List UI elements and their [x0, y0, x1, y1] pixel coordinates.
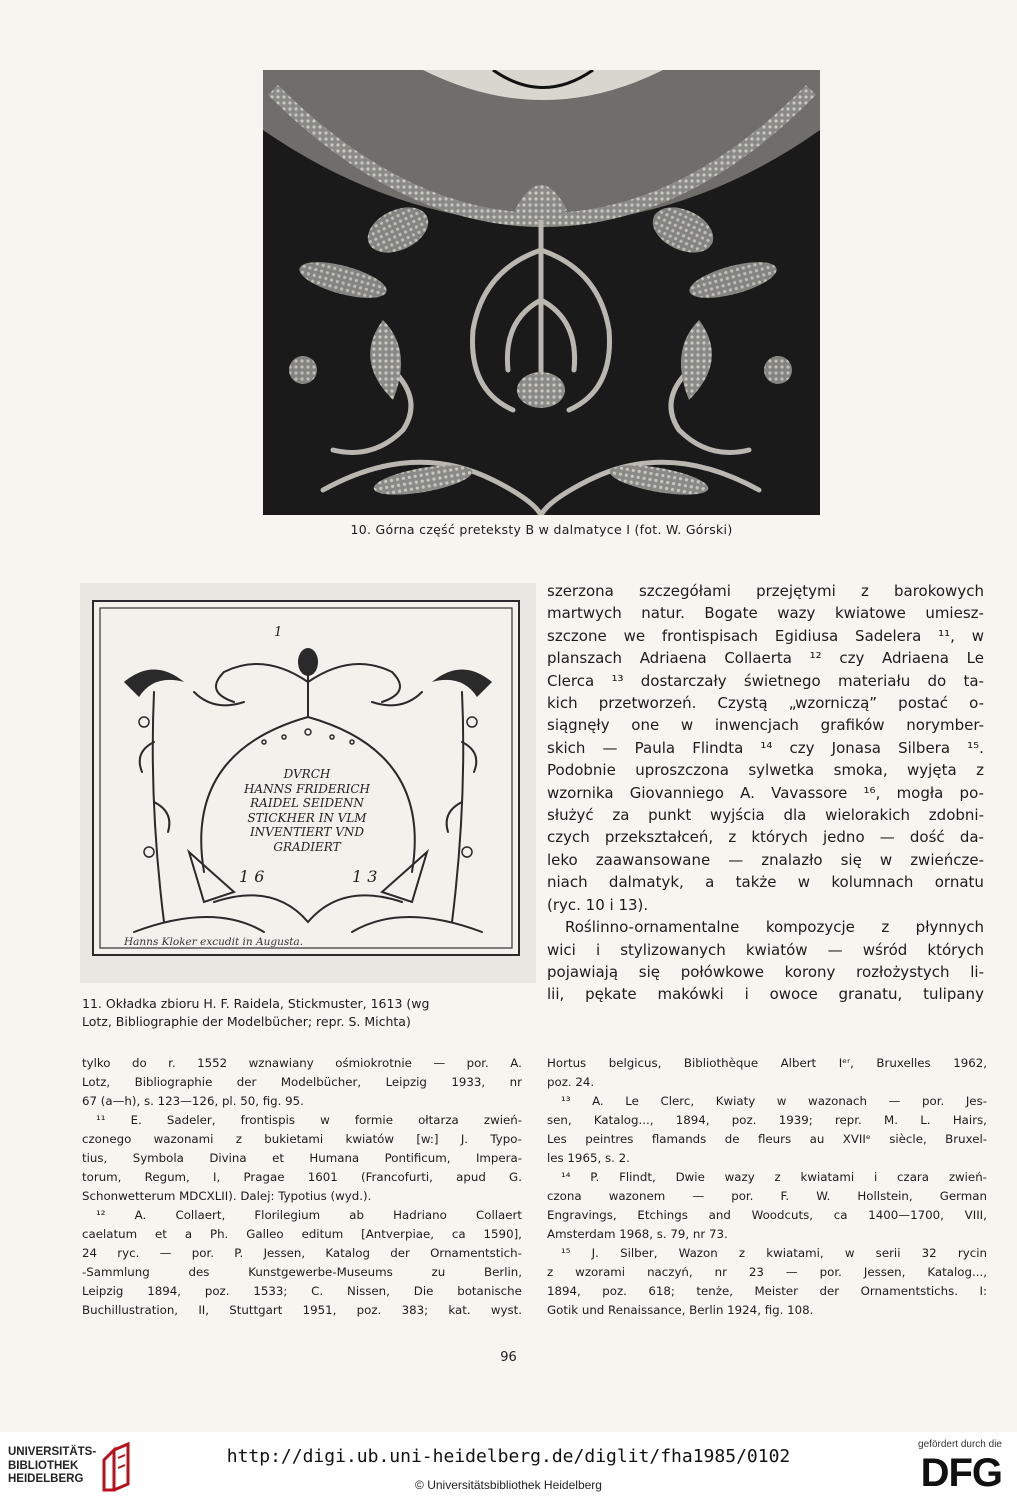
text-line: szerzona szczegółami przejętymi z barokowych: [547, 582, 984, 600]
sponsor-tagline: gefördert durch die: [918, 1439, 1002, 1450]
footnote-line: czonego wazonami z bukietami kwiatów [w:] J. Typo-: [82, 1132, 522, 1146]
copyright-notice: © Universitätsbibliothek Heidelberg: [415, 1478, 602, 1492]
footnote-line: Schonwetterum MDCXLII). Dalej: Typotius (wyd.).: [82, 1189, 372, 1203]
footnote-line: 1894, poz. 618; tenże, Meister der Ornamentstichs. I:: [547, 1284, 987, 1298]
text-line: lii, pękate makówki i owoce granatu, tulipany: [547, 985, 984, 1004]
footnote-line: sen, Katalog..., 1894, poz. 1939; repr. M. L. Hairs,: [547, 1113, 987, 1127]
footnote-line: Lotz, Bibliographie der Modelbücher, Leipzig 1933, nr: [82, 1075, 522, 1089]
text-line: Roślinno-ornamentalne kompozycje z płynnych: [565, 918, 984, 937]
text-line: szczone we frontispisach Egidiusa Sadelera ¹¹, w: [547, 626, 984, 645]
footnote-line: ¹¹ E. Sadeler, frontispis w formie ołtarza zwień-: [96, 1113, 522, 1127]
text-line: martwych natur. Bogate wazy kwiatowe umiesz-: [547, 604, 984, 623]
title-line: RAIDEL SEIDENN: [250, 796, 364, 810]
title-line: DVRCH: [283, 767, 331, 781]
embroidery-ornament-image: [263, 70, 820, 515]
title-line: INVENTIERT VND: [249, 825, 365, 839]
footnote-line: -Sammlung des Kunstgewerbe-Museums zu Berlin,: [82, 1265, 522, 1279]
text-line: wici i stylizowanych kwiatów — wśród których: [547, 940, 984, 959]
title-line: HANNS FRIDERICH: [243, 781, 371, 796]
footnote-line: Engravings, Etchings and Woodcuts, ca 1400—1700, VIII,: [547, 1208, 987, 1222]
footnote-line: tius, Symbola Divina et Humana Pontificum, Impera-: [82, 1151, 522, 1165]
footnote-line: ¹³ A. Le Clerc, Kwiaty w wazonach — por. Jes-: [561, 1094, 987, 1108]
text-line: siągnęły one w inwencjach grafików norymber-: [547, 716, 984, 735]
text-line: leko zaawansowane — znalazło się w zwieńcze-: [547, 850, 984, 869]
title-line: GRADIERT: [273, 839, 341, 854]
footnote-line: poz. 24.: [547, 1075, 595, 1089]
page-number: 96: [500, 1350, 517, 1365]
figure-11-caption: [82, 995, 532, 1031]
engraving-title-block: [212, 767, 402, 854]
figure-11-engraving: [92, 600, 520, 956]
text-line: kich przetworzeń. Czystą „wzorniczą” postać o-: [547, 694, 984, 713]
footnote-line: les 1965, s. 2.: [547, 1151, 630, 1165]
dfg-logo: DFG: [920, 1451, 1002, 1495]
top-mark: 1: [274, 625, 283, 640]
text-line: skich — Paula Flindta ¹⁴ czy Jonasa Silbera ¹⁵.: [547, 738, 984, 757]
footnote-line: Gotik und Renaissance, Berlin 1924, fig. 108.: [547, 1303, 814, 1317]
footnotes-left-column: [82, 1054, 522, 1320]
figure-10-caption: 10. Górna część preteksty B w dalmatyce I (fot. W. Górski): [350, 522, 733, 537]
footnote-line: ¹⁵ J. Silber, Wazon z kwiatami, w serii 32 rycin: [561, 1246, 987, 1260]
year-right: 1 3: [352, 867, 378, 886]
footnote-line: Leipzig 1894, poz. 1533; C. Nissen, Die botanische: [82, 1284, 522, 1298]
text-line: Podobnie uproszczona sylwetka smoka, wyjęta z: [547, 761, 984, 780]
text-line: pojawiają się połówkowe korony rozłożystych li-: [547, 962, 984, 981]
library-name-line: UNIVERSITÄTS-: [8, 1446, 97, 1458]
footnote-line: torum, Regum, I, Pragae 1601 (Francofurti, apud G.: [82, 1170, 522, 1184]
figure-10-photo: [263, 70, 820, 515]
footnote-line: Hortus belgicus, Bibliothèque Albert Iᵉʳ, Bruxelles 1962,: [547, 1056, 987, 1070]
text-line: Clerca ¹³ dostarczały świetnego materiału do ta-: [547, 671, 984, 690]
footnote-line: 24 ryc. — por. P. Jessen, Katalog der Ornamentstich-: [82, 1246, 522, 1260]
permalink-url[interactable]: http://digi.ub.uni-heidelberg.de/diglit/fha1985/0102: [226, 1446, 791, 1467]
engraver-signature: Hanns Kloker excudit in Augusta.: [124, 936, 304, 948]
footnote-line: Buchillustration, II, Stuttgart 1951, poz. 383; kat. wyst.: [82, 1303, 522, 1317]
caption-line: 11. Okładka zbioru H. F. Raidela, Stickmuster, 1613 (wg: [82, 996, 430, 1011]
library-name-line: HEIDELBERG: [8, 1473, 84, 1485]
footnote-line: ¹² A. Collaert, Florilegium ab Hadriano Collaert: [96, 1208, 522, 1222]
footnote-line: caelatum et a Ph. Galleo editum [Antverpiae, ca 1590],: [82, 1227, 522, 1241]
text-line: służyć za punkt wyjścia dla wielorakich zdobni-: [547, 806, 984, 825]
footer-bar: [0, 1432, 1017, 1505]
body-text-column: [547, 580, 984, 1006]
text-line: czych przekształceń, z których jedno — dość da-: [547, 828, 984, 847]
text-line: wzornika Giovanniego A. Vavassore ¹⁶, mogła po-: [547, 783, 984, 802]
text-line: (ryc. 10 i 13).: [547, 895, 649, 914]
text-line: planszach Adriaena Collaerta ¹² czy Adriaena Le: [547, 649, 984, 668]
text-line: niach dalmatyk, a także w kolumnach ornatu: [547, 873, 984, 892]
year-left: 1 6: [239, 867, 265, 886]
footnote-line: czona wazonem — por. F. W. Hollstein, German: [547, 1189, 987, 1203]
footnote-line: Amsterdam 1968, s. 79, nr 73.: [547, 1227, 728, 1241]
caption-line: Lotz, Bibliographie der Modelbücher; repr. S. Michta): [82, 1014, 411, 1029]
title-line: STICKHER IN VLM: [247, 810, 367, 825]
footnote-line: ¹⁴ P. Flindt, Dwie wazy z kwiatami i czara zwień-: [561, 1170, 987, 1184]
footnote-line: 67 (a—h), s. 123—126, pl. 50, fig. 95.: [82, 1094, 304, 1108]
footnote-line: tylko do r. 1552 wznawiany ośmiokrotnie — por. A.: [82, 1056, 522, 1070]
footnote-line: Les peintres flamands de fleurs au XVIIᵉ siècle, Bruxel-: [547, 1132, 987, 1146]
footnote-line: z wzorami naczyń, nr 23 — por. Jessen, Katalog...,: [547, 1265, 987, 1279]
footnotes-right-column: [547, 1054, 987, 1320]
library-name-line: BIBLIOTHEK: [8, 1459, 79, 1472]
